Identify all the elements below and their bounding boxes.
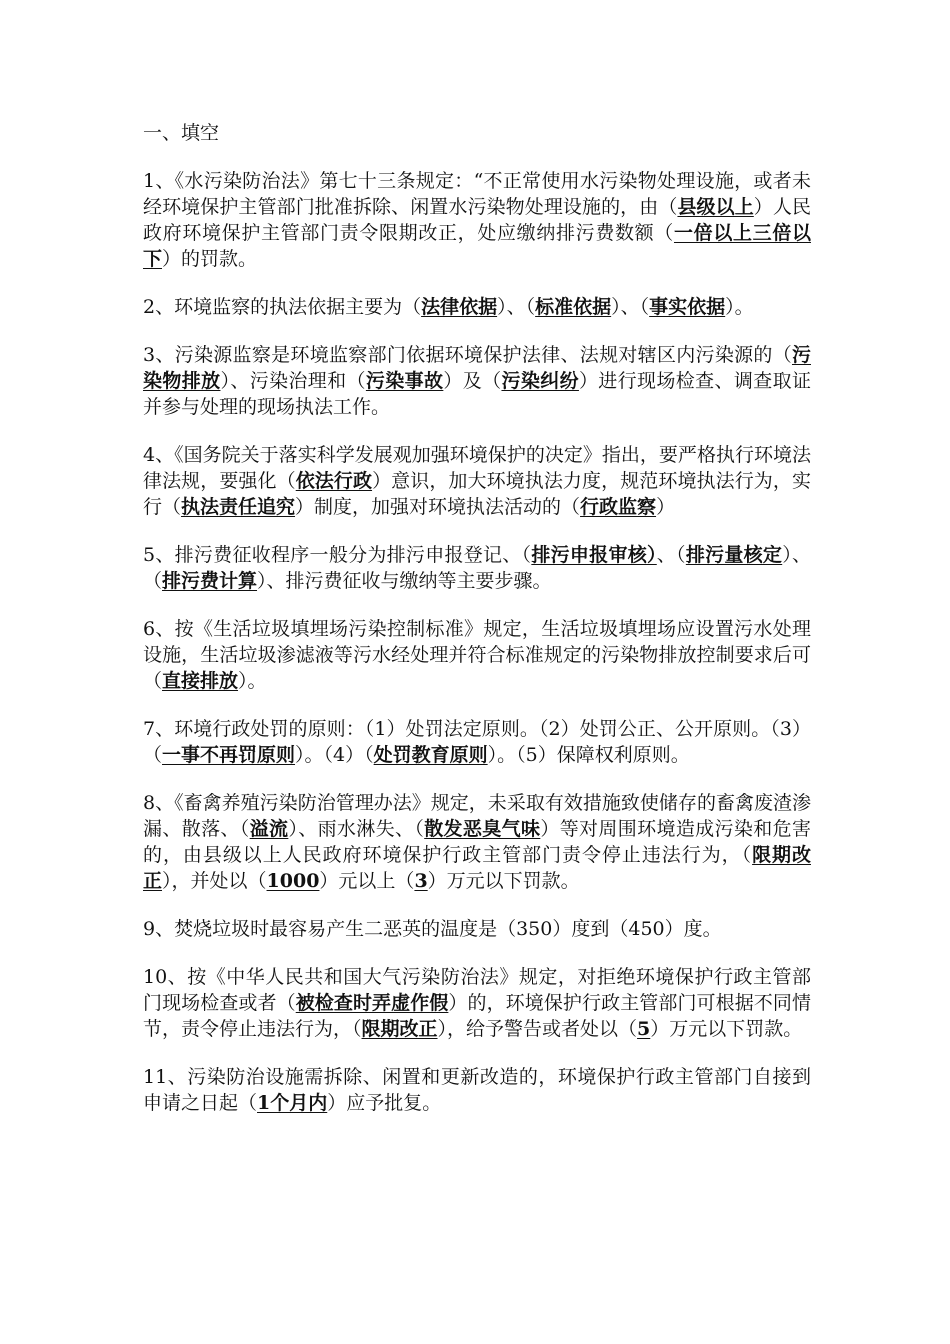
- question-text: ），并处以（: [162, 870, 267, 892]
- answer-text: 行政监察: [580, 496, 657, 518]
- question-text: ）、雨水淋失、（: [288, 818, 425, 840]
- answer-text: 1个月内: [257, 1092, 328, 1114]
- question-item: [143, 294, 811, 320]
- question-item: [143, 342, 811, 420]
- answer-text: 3: [414, 870, 428, 892]
- question-text: ）万元以下罚款。: [427, 870, 580, 892]
- question-text: ）。: [238, 670, 267, 692]
- question-text: ）意识，加大环境执法力度，规范环境执法行为，实行（: [143, 470, 811, 518]
- question-text: ）、排污费征收与缴纳等主要步骤。: [257, 570, 552, 592]
- answer-text: 直接排放: [162, 670, 239, 692]
- question-item: [143, 442, 811, 520]
- answer-text: 污染物排放: [143, 344, 811, 392]
- answer-text: 排污量核定: [685, 544, 783, 566]
- question-text: 8、《畜禽养殖污染防治管理办法》规定，未采取有效措施致使储存的畜禽废渣渗漏、散落、（: [143, 792, 811, 840]
- answer-text: 执法责任追究: [181, 496, 296, 518]
- answer-text: 溢流: [249, 818, 289, 840]
- answer-text: 限期改正: [143, 844, 811, 892]
- answer-text: 法律依据: [421, 296, 498, 318]
- question-text: ）: [656, 496, 676, 518]
- question-item: [143, 790, 811, 894]
- question-text: ）等对周围环境造成污染和危害的，由县级以上人民政府环境保护行政主管部门责令停止违法行为，（: [143, 818, 811, 866]
- question-text: 11、污染防治设施需拆除、闲置和更新改造的，环境保护行政主管部门自接到申请之日起（: [143, 1066, 811, 1114]
- answer-text: 标准依据: [535, 296, 612, 318]
- question-text: ）应予批复。: [327, 1092, 442, 1114]
- question-item: [143, 716, 811, 768]
- question-item: [143, 168, 811, 272]
- question-text: ）。（5）保障权利原则。: [487, 744, 690, 766]
- question-text: 10、按《中华人民共和国大气污染防治法》规定，对拒绝环境保护行政主管部门现场检查或者（: [143, 966, 811, 1014]
- answer-text: 县级以上: [677, 196, 754, 218]
- question-text: 3、污染源监察是环境监察部门依据环境保护法律、法规对辖区内污染源的（: [143, 344, 792, 366]
- question-text: 4、《国务院关于落实科学发展观加强环境保护的决定》指出，要严格执行环境法律法规，要强化（: [143, 444, 811, 492]
- answer-text: 一倍以上三倍以下: [143, 222, 811, 270]
- answer-text: 事实依据: [649, 296, 726, 318]
- answer-text: 处罚教育原则: [373, 744, 488, 766]
- answer-text: 一事不再罚原则: [162, 744, 296, 766]
- answer-text: 被检查时弄虚作假: [295, 992, 449, 1014]
- question-item: [143, 964, 811, 1042]
- question-text: ）制度，加强对环境执法活动的（: [295, 496, 581, 518]
- question-text: 1、《水污染防治法》第七十三条规定：“不正常使用水污染物处理设施，或者未经环境保护主管部门批准拆除、闲置水污染物处理设施的，由（: [143, 170, 811, 218]
- answer-text: 5: [637, 1018, 651, 1040]
- question-text: ）元以上（: [319, 870, 415, 892]
- question-text: ）、（: [611, 296, 650, 318]
- question-text: 、（: [656, 544, 686, 566]
- question-item: [143, 616, 811, 694]
- question-text: 6、按《生活垃圾填埋场污染控制标准》规定，生活垃圾填埋场应设置污水处理设施，生活垃圾渗滤液等污水经处理并符合标准规定的污染物排放控制要求后可（: [143, 618, 811, 692]
- question-text: 7、环境行政处罚的原则：（1）处罚法定原则。（2）处罚公正、公开原则。（3）（: [143, 718, 811, 766]
- answer-text: 依法行政: [295, 470, 373, 492]
- question-text: ）及（: [443, 370, 502, 392]
- answer-text: 限期改正: [361, 1018, 438, 1040]
- question-list: [143, 168, 811, 1116]
- question-text: ）进行现场检查、调查取证并参与处理的现场执法工作。: [143, 370, 811, 418]
- question-text: 2、环境监察的执法依据主要为（: [143, 296, 422, 318]
- question-text: 9、焚烧垃圾时最容易产生二恶英的温度是（350）度到（450）度。: [143, 918, 722, 940]
- question-text: ）万元以下罚款。: [650, 1018, 803, 1040]
- question-text: 5、排污费征收程序一般分为排污申报登记、（: [143, 544, 532, 566]
- document-page: [143, 120, 811, 1138]
- answer-text: 散发恶臭气味: [424, 818, 541, 840]
- answer-text: 排污申报审核）: [531, 544, 657, 566]
- question-text: ）、（: [143, 544, 811, 592]
- question-text: ）的，环境保护行政主管部门可根据不同情节，责令停止违法行为，（: [143, 992, 811, 1040]
- question-text: ），给予警告或者处以（: [437, 1018, 638, 1040]
- answer-text: 污染纠纷: [501, 370, 579, 392]
- question-text: ）。（4）（: [295, 744, 374, 766]
- question-item: [143, 1064, 811, 1116]
- answer-text: 污染事故: [365, 370, 444, 392]
- question-text: ）。: [725, 296, 754, 318]
- question-text: ）、污染治理和（: [220, 370, 366, 392]
- section-title: 一、填空: [143, 122, 220, 144]
- question-item: [143, 916, 811, 942]
- answer-text: 排污费计算: [162, 570, 258, 592]
- question-text: ）的罚款。: [162, 248, 258, 270]
- question-text: ）人民政府环境保护主管部门责令限期改正，处应缴纳排污费数额（: [143, 196, 811, 244]
- question-item: [143, 542, 811, 594]
- question-text: ）、（: [497, 296, 536, 318]
- answer-text: 1000: [266, 870, 320, 892]
